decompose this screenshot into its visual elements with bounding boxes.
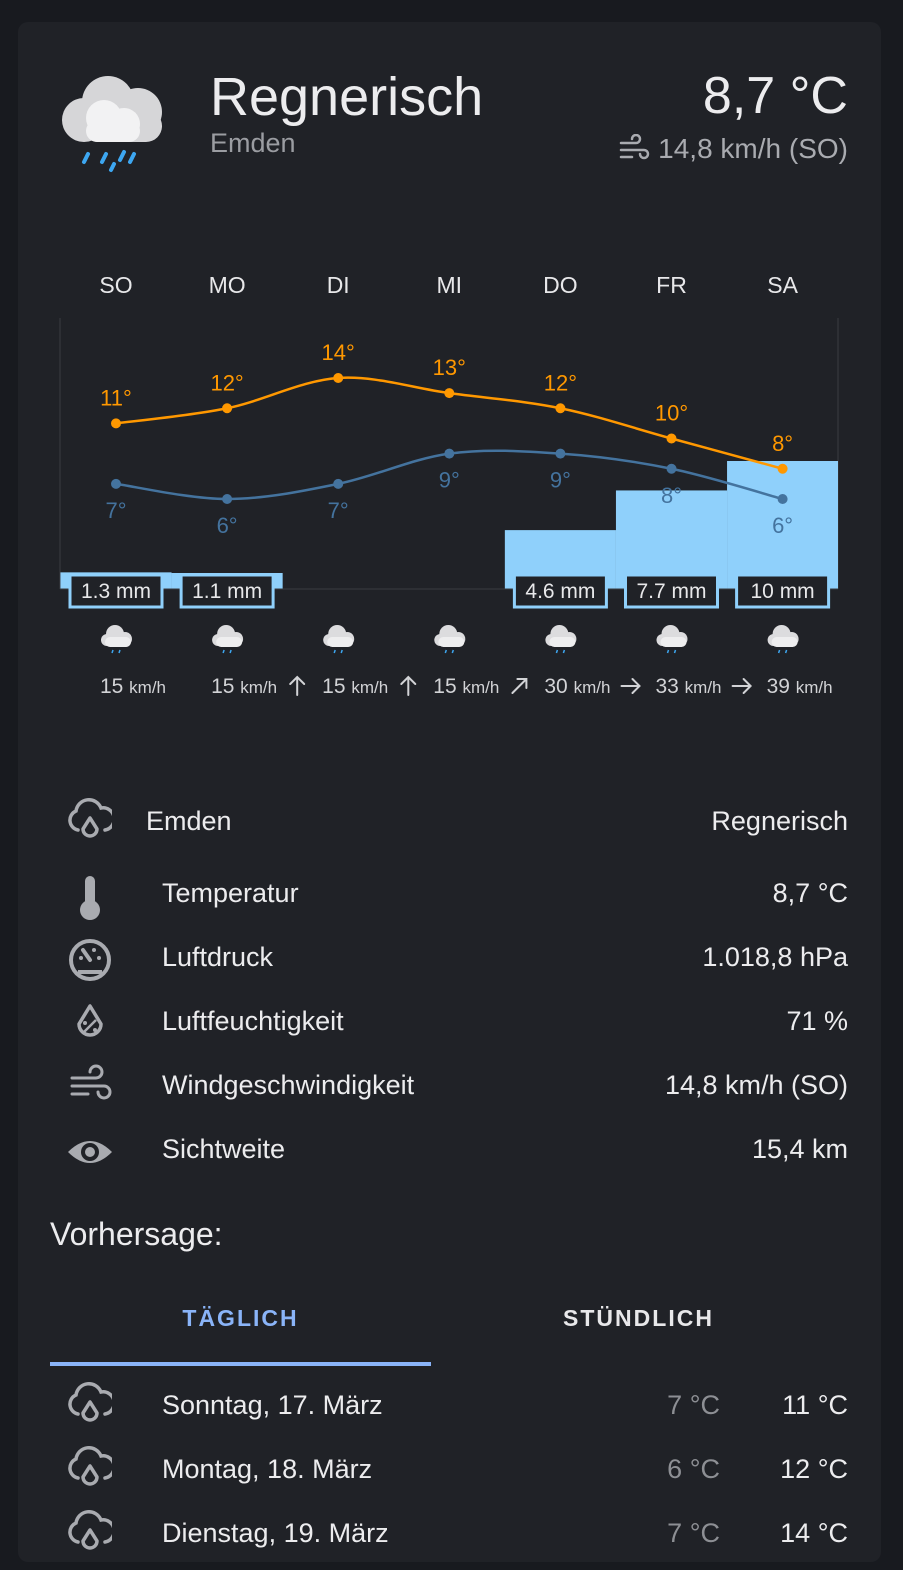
chart-day-label: DI <box>326 272 350 298</box>
rain-cloud-outline-icon <box>64 1442 112 1490</box>
attr-value-temperature: 8,7 °C <box>772 878 848 908</box>
high-temp-label: 14° <box>321 340 355 365</box>
low-temp-point <box>333 479 343 489</box>
tab-indicator <box>50 1362 431 1366</box>
attr-value-location: Regnerisch <box>711 806 848 836</box>
forecast-day-high: 12 °C <box>780 1454 848 1484</box>
current-temperature: 8,7 °C <box>702 67 848 125</box>
chart-day-label: SO <box>99 272 133 298</box>
current-wind <box>618 133 848 165</box>
attr-label-temperature: Temperatur <box>162 878 299 908</box>
high-temp-point <box>222 403 232 413</box>
wind-direction-arrow-icon <box>622 679 640 693</box>
high-temp-point <box>778 464 788 474</box>
low-temp-label: 7° <box>105 497 127 523</box>
attr-row-temperature <box>0 870 903 930</box>
gauge-icon <box>66 934 114 982</box>
low-temp-point <box>778 494 788 504</box>
chart-day-label: MI <box>436 272 463 298</box>
low-temp-label: 6° <box>216 513 238 538</box>
tab-hourly[interactable]: STÜNDLICH <box>563 1305 714 1331</box>
low-temp-point <box>444 449 454 459</box>
forecast-day-row[interactable] <box>0 1382 903 1442</box>
high-temp-point <box>667 434 677 444</box>
wind-direction-arrow-icon <box>290 677 304 695</box>
high-temp-label: 12° <box>543 370 578 396</box>
attr-value-wind: 14,8 km/h (SO) <box>664 1070 848 1100</box>
high-temp-label: 13° <box>432 355 466 381</box>
low-temp-label: 6° <box>772 513 794 538</box>
forecast-day-low: 6 °C <box>667 1454 720 1484</box>
forecast-day-row[interactable] <box>0 1510 903 1570</box>
low-temp-label: 9° <box>438 467 460 493</box>
wind-direction-arrow-icon <box>733 679 751 693</box>
wind-speed-label: 15 km/h <box>433 675 500 698</box>
attr-value-visibility: 15,4 km <box>751 1134 848 1164</box>
low-temp-point <box>667 464 677 474</box>
wind-speed-label: 39 km/h <box>766 675 833 698</box>
precipitation-label: 1.3 mm <box>80 580 152 603</box>
forecast-day-high: 14 °C <box>780 1518 848 1548</box>
wind-speed-label: 30 km/h <box>544 675 611 698</box>
current-wind-text: 14,8 km/h (SO) <box>658 133 848 164</box>
forecast-day-label: Dienstag, 19. März <box>162 1518 389 1548</box>
attr-label-pressure: Luftdruck <box>162 942 274 972</box>
eye-icon <box>66 1126 114 1174</box>
cloud-icon <box>101 625 132 653</box>
rain-cloud-outline-icon <box>64 794 112 842</box>
wind-speed-label: 33 km/h <box>655 675 722 698</box>
high-temp-label: 8° <box>772 430 794 456</box>
chart-day-label: MO <box>208 272 246 298</box>
rain-cloud-outline-icon <box>64 1378 112 1426</box>
forecast-day-label: Sonntag, 17. März <box>162 1390 383 1420</box>
wind-direction-arrow-icon <box>401 677 415 695</box>
forecast-title: Vorhersage: <box>50 1216 223 1252</box>
attr-value-humidity: 71 % <box>786 1006 848 1036</box>
attr-row-pressure <box>0 934 903 994</box>
attr-row-wind <box>0 1062 903 1122</box>
cloud-icon <box>434 625 465 653</box>
attr-label-wind: Windgeschwindigkeit <box>162 1070 415 1100</box>
cloud-icon <box>657 625 688 653</box>
wind-speed-label: 15 km/h <box>99 675 167 698</box>
chart-day-label: FR <box>656 272 687 298</box>
high-temp-label: 10° <box>654 400 689 426</box>
attr-label-location: Emden <box>146 806 232 836</box>
low-temp-label: 8° <box>660 482 683 508</box>
attr-label-humidity: Luftfeuchtigkeit <box>162 1006 344 1036</box>
precipitation-label: 4.6 mm <box>525 580 596 603</box>
thermometer-icon <box>66 874 114 922</box>
rain-cloud-outline-icon <box>64 1506 112 1554</box>
attr-row-humidity <box>0 998 903 1058</box>
cloud-icon <box>545 625 576 653</box>
high-temp-point <box>444 388 454 398</box>
low-temp-point <box>222 494 232 504</box>
low-temp-label: 9° <box>549 467 571 493</box>
attr-value-pressure: 1.018,8 hPa <box>702 942 848 972</box>
current-location: Emden <box>210 128 296 158</box>
humidity-icon <box>66 998 114 1046</box>
attr-row-visibility <box>0 1126 903 1186</box>
wind-direction-arrow-icon <box>512 679 526 693</box>
high-temp-point <box>111 418 121 428</box>
cloud-icon <box>212 625 243 653</box>
wind-icon <box>618 134 650 164</box>
cloud-icon <box>323 625 354 653</box>
cloud-icon <box>768 625 799 653</box>
current-condition: Regnerisch <box>210 67 484 127</box>
high-temp-label: 11° <box>100 385 132 411</box>
chart-day-label: SA <box>767 272 798 298</box>
forecast-chart <box>0 250 903 720</box>
forecast-day-row[interactable] <box>0 1446 903 1506</box>
chart-day-label: DO <box>543 272 578 298</box>
precipitation-label: 7.7 mm <box>636 580 707 603</box>
forecast-day-low: 7 °C <box>667 1518 720 1548</box>
precipitation-label: 10 mm <box>750 580 815 603</box>
low-temp-label: 7° <box>327 497 349 523</box>
attr-label-visibility: Sichtweite <box>162 1134 286 1164</box>
tab-daily[interactable]: TÄGLICH <box>182 1305 299 1331</box>
high-temp-point <box>333 373 343 383</box>
low-temp-point <box>111 479 121 489</box>
rainy-cloud-icon <box>58 66 170 178</box>
high-temp-point <box>555 403 565 413</box>
wind-speed-label: 15 km/h <box>322 675 389 698</box>
forecast-day-label: Montag, 18. März <box>162 1454 373 1484</box>
attr-row-location <box>0 798 903 858</box>
low-temp-point <box>555 449 565 459</box>
high-temp-label: 12° <box>210 370 244 396</box>
forecast-day-high: 11 °C <box>782 1390 848 1420</box>
wind-icon <box>66 1062 114 1110</box>
precipitation-label: 1.1 mm <box>192 580 263 603</box>
forecast-day-low: 7 °C <box>667 1390 720 1420</box>
wind-speed-label: 15 km/h <box>211 675 278 698</box>
